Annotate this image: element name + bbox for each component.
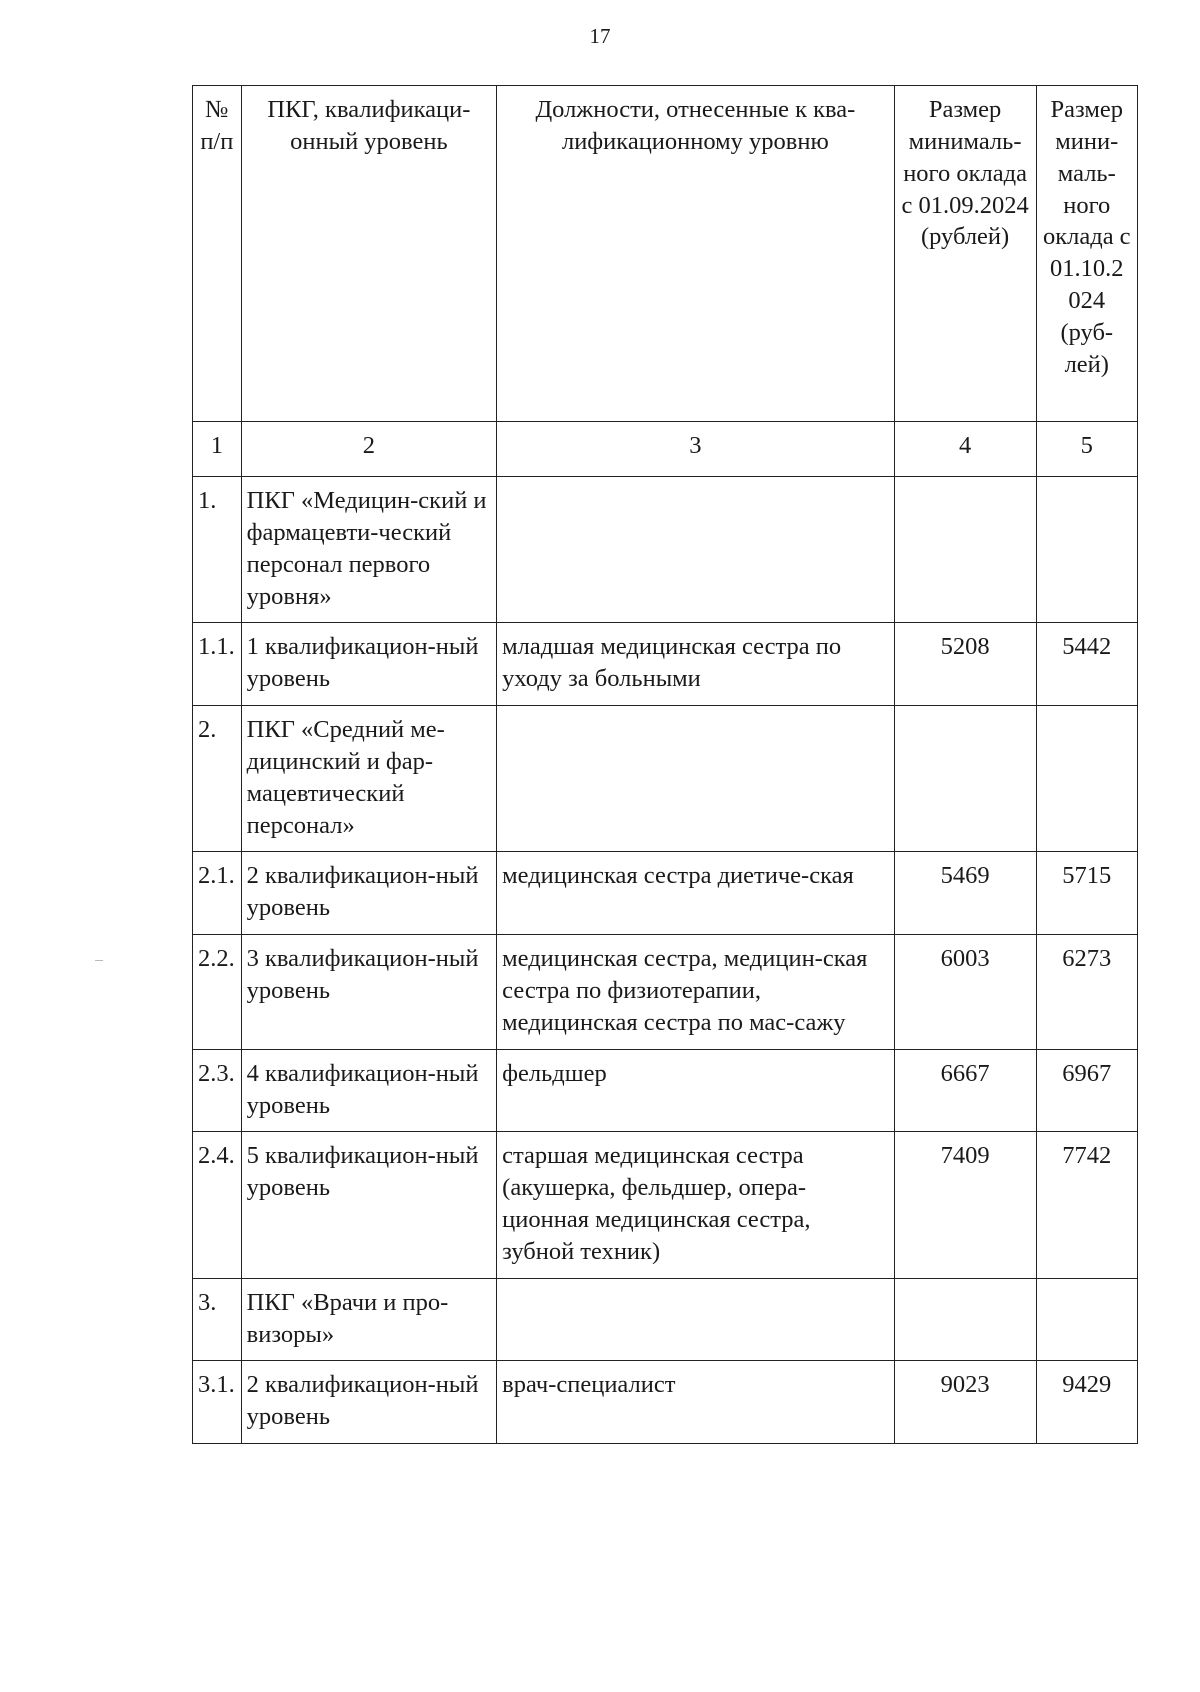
row-salary-oct: 5442 (1036, 623, 1137, 706)
column-number: 2 (241, 422, 497, 477)
row-pkg: 2 квалификацион-ный уровень (241, 1361, 497, 1444)
row-salary-sep (894, 477, 1036, 623)
row-salary-sep: 7409 (894, 1132, 1036, 1278)
row-salary-oct (1036, 477, 1137, 623)
row-positions: младшая медицинская сестра по уходу за больными (497, 623, 894, 706)
row-positions: медицинская сестра диетиче-ская (497, 852, 894, 935)
header-num: № п/п (193, 86, 242, 422)
row-positions (497, 1278, 894, 1361)
row-number: 2.1. (193, 852, 242, 935)
row-positions (497, 477, 894, 623)
row-pkg: 3 квалификацион-ный уровень (241, 935, 497, 1050)
row-pkg: 4 квалификацион-ный уровень (241, 1049, 497, 1132)
row-pkg: 5 квалификацион-ный уровень (241, 1132, 497, 1278)
row-positions: медицинская сестра, медицин-ская сестра по физиотерапии, медицинская сестра по мас-сажу (497, 935, 894, 1050)
row-positions: старшая медицинская сестра (акушерка, фельдшер, опера-ционная медицинская сестра, зубной техник) (497, 1132, 894, 1278)
table-row (193, 706, 1138, 852)
table-row (193, 477, 1138, 623)
column-number: 3 (497, 422, 894, 477)
row-positions (497, 706, 894, 852)
header-salary-oct: Размер мини-маль-ного оклада с 01.10.2 024 (руб-лей) (1036, 86, 1137, 422)
row-positions: фельдшер (497, 1049, 894, 1132)
table-row (193, 1049, 1138, 1132)
row-salary-oct: 9429 (1036, 1361, 1137, 1444)
row-salary-sep: 5469 (894, 852, 1036, 935)
table-row (193, 623, 1138, 706)
row-salary-sep: 6667 (894, 1049, 1036, 1132)
table-row (193, 1132, 1138, 1278)
row-salary-oct: 6273 (1036, 935, 1137, 1050)
page-number: 17 (589, 24, 611, 48)
header-salary-sep: Размер минималь-ного оклада с 01.09.2024 (рублей) (894, 86, 1036, 422)
row-number: 2. (193, 706, 242, 852)
column-number: 5 (1036, 422, 1137, 477)
row-pkg: ПКГ «Медицин-ский и фармацевти-ческий персонал первого уровня» (241, 477, 497, 623)
row-number: 1.1. (193, 623, 242, 706)
row-salary-oct: 5715 (1036, 852, 1137, 935)
scan-mark (95, 960, 103, 961)
header-positions: Должности, отнесенные к ква-лификационному уровню (497, 86, 894, 422)
row-salary-sep: 5208 (894, 623, 1036, 706)
row-number: 1. (193, 477, 242, 623)
row-salary-oct (1036, 1278, 1137, 1361)
column-number: 4 (894, 422, 1036, 477)
table-row (193, 1278, 1138, 1361)
row-salary-sep (894, 706, 1036, 852)
row-salary-oct: 6967 (1036, 1049, 1137, 1132)
row-salary-oct: 7742 (1036, 1132, 1137, 1278)
row-salary-sep: 6003 (894, 935, 1036, 1050)
header-row (193, 86, 1138, 422)
table-row (193, 1361, 1138, 1444)
row-number: 2.3. (193, 1049, 242, 1132)
column-number: 1 (193, 422, 242, 477)
header-pkg: ПКГ, квалификаци-онный уровень (241, 86, 497, 422)
column-number-row (193, 422, 1138, 477)
table-row (193, 852, 1138, 935)
salary-table (192, 85, 1138, 1444)
row-number: 3.1. (193, 1361, 242, 1444)
row-salary-sep: 9023 (894, 1361, 1036, 1444)
row-pkg: ПКГ «Средний ме-дицинский и фар-мацевтический персонал» (241, 706, 497, 852)
row-number: 2.2. (193, 935, 242, 1050)
row-salary-sep (894, 1278, 1036, 1361)
row-number: 2.4. (193, 1132, 242, 1278)
row-pkg: 2 квалификацион-ный уровень (241, 852, 497, 935)
row-pkg: ПКГ «Врачи и про-визоры» (241, 1278, 497, 1361)
row-positions: врач-специалист (497, 1361, 894, 1444)
row-salary-oct (1036, 706, 1137, 852)
row-number: 3. (193, 1278, 242, 1361)
table-row (193, 935, 1138, 1050)
row-pkg: 1 квалификацион-ный уровень (241, 623, 497, 706)
